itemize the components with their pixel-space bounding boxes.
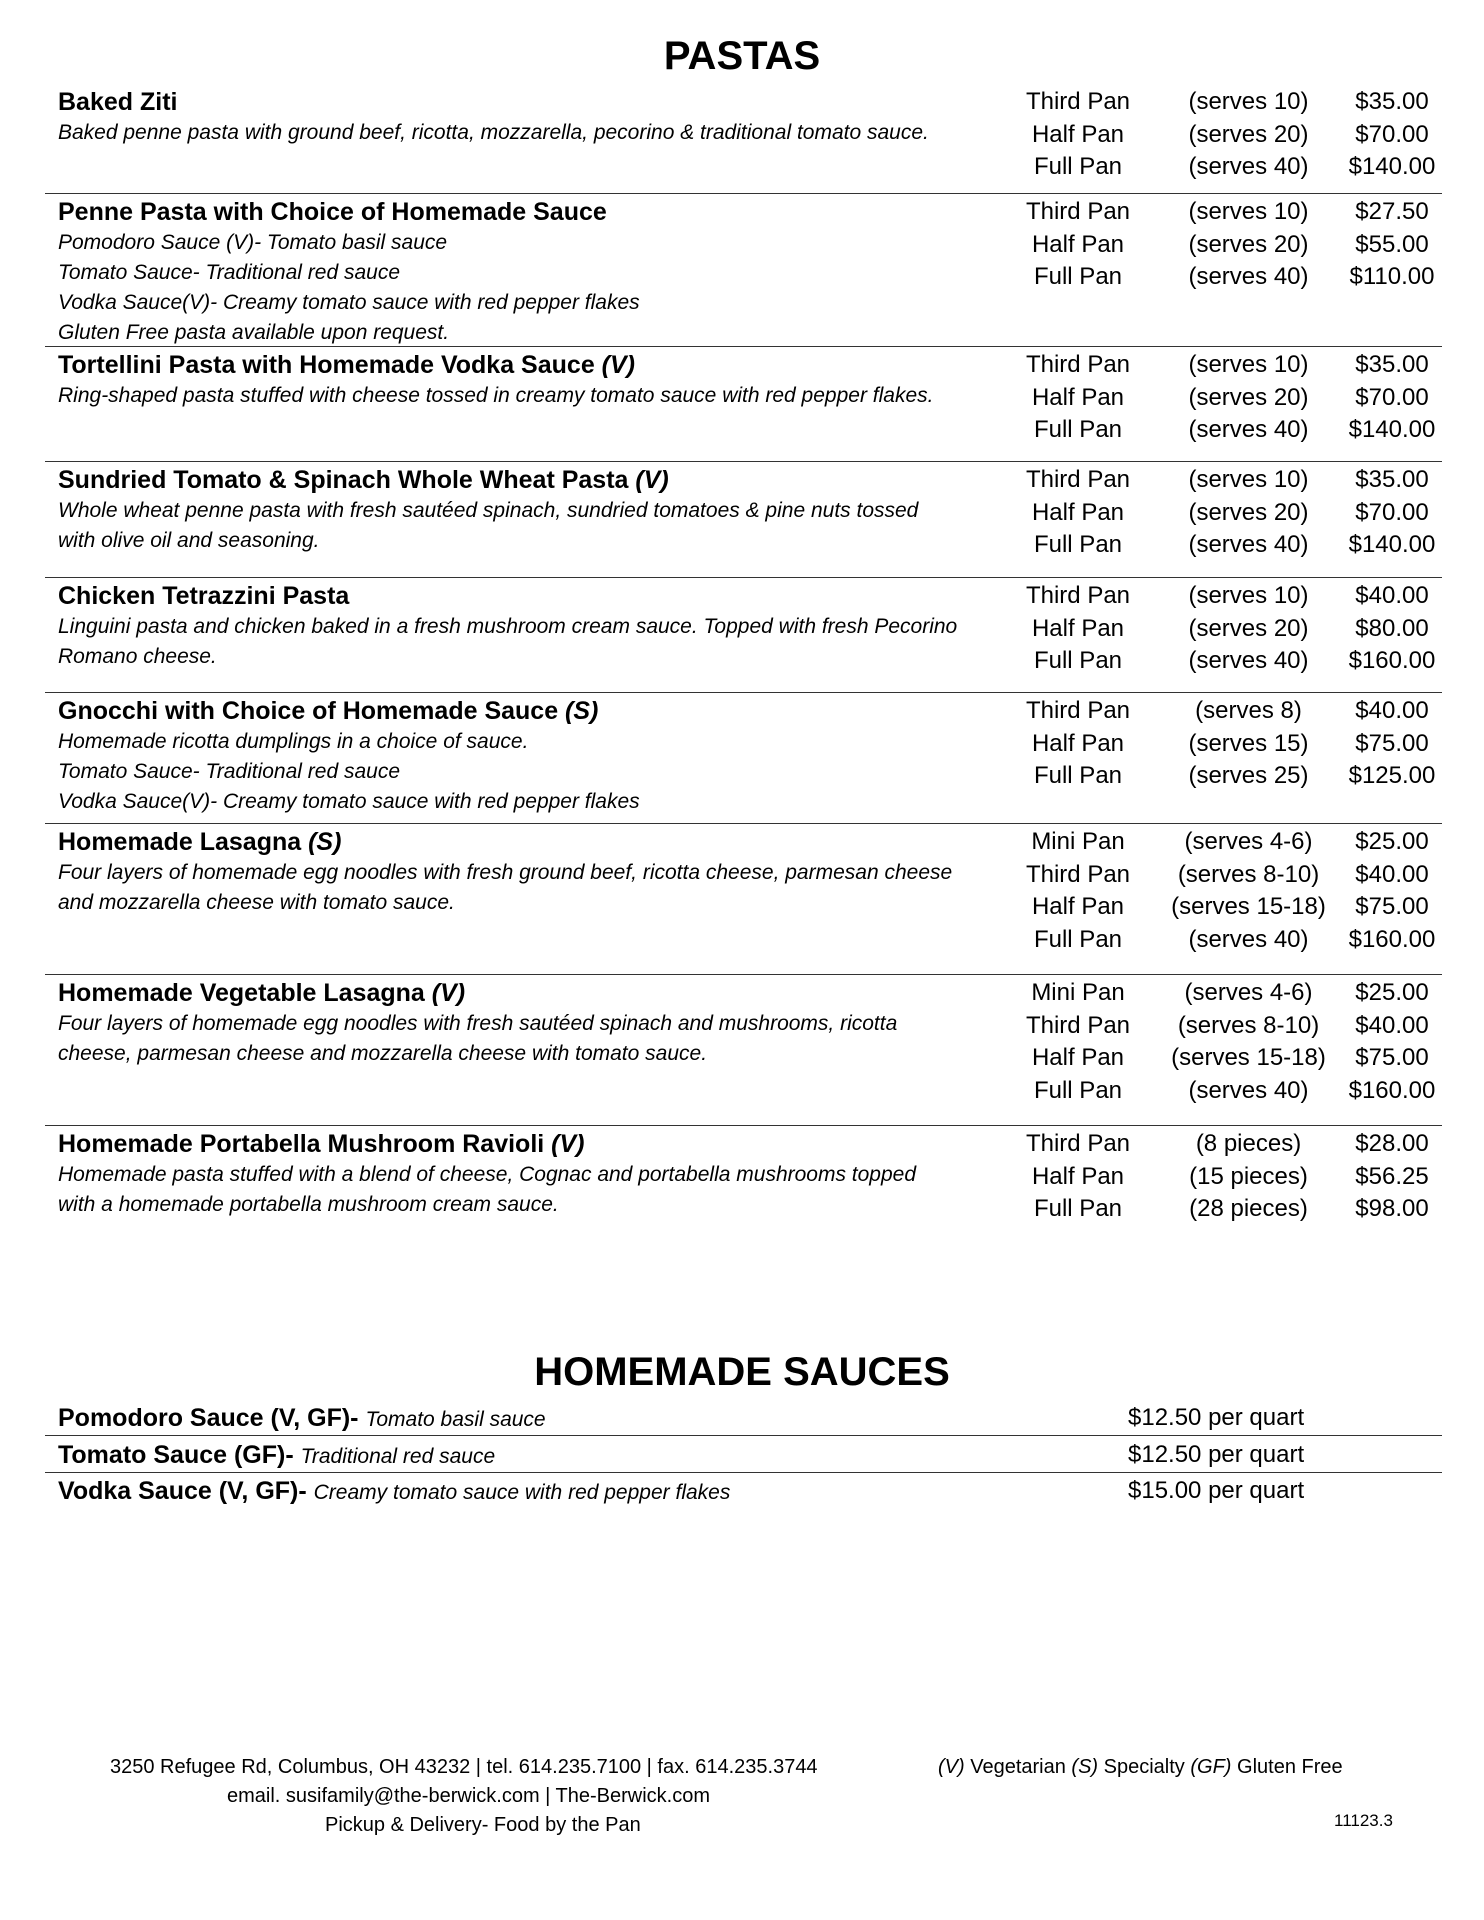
serving-count: (15 pieces) [1189, 1162, 1308, 1190]
pan-size: Full Pan [1033, 416, 1123, 443]
serving-count: (serves 40) [1188, 1076, 1309, 1104]
pasta-name [58, 1128, 998, 1160]
price-row [1018, 924, 1448, 957]
price-value: $160.00 [1348, 925, 1436, 953]
pasta-name-text: Tortellini Pasta with Homemade Vodka Sauce [58, 351, 602, 379]
pasta-description-line: Whole wheat penne pasta with fresh sautéed spinach, sundried tomatoes & pine nuts tossed [58, 499, 919, 522]
sauce-name-text: Vodka Sauce (V, GF)- [58, 1477, 314, 1505]
price-value: $70.00 [1355, 120, 1429, 148]
divider [45, 1125, 1442, 1126]
price-row [1018, 826, 1448, 859]
pan-size: Third Pan [1025, 582, 1131, 609]
pasta-info [58, 695, 998, 817]
price-value: $110.00 [1349, 263, 1435, 290]
price-row [1018, 196, 1448, 229]
price-row [1018, 151, 1448, 184]
price-row [1018, 229, 1448, 262]
serving-count: (serves 20) [1188, 614, 1309, 642]
price-row [1018, 529, 1448, 562]
pasta-info [58, 977, 998, 1069]
price-row [1018, 728, 1448, 761]
divider [45, 577, 1442, 578]
price-row [1018, 349, 1448, 382]
serving-count: (serves 40) [1188, 263, 1309, 290]
serving-count: (8 pieces) [1195, 1130, 1302, 1157]
serving-count: (serves 20) [1188, 230, 1309, 258]
pasta-name [58, 464, 998, 496]
pan-size: Full Pan [1033, 263, 1123, 290]
sauce-description: Creamy tomato sauce with red pepper flakes [313, 1481, 731, 1504]
sauce-price: $12.50 per quart [1128, 1441, 1305, 1468]
price-table [1018, 1128, 1448, 1226]
price-row [1018, 977, 1448, 1010]
pan-size: Third Pan [1025, 1130, 1131, 1157]
pasta-name-text: Homemade Vegetable Lasagna [58, 979, 432, 1007]
pasta-info [58, 580, 998, 672]
price-value: $55.00 [1355, 230, 1429, 258]
price-table [1018, 826, 1448, 956]
price-value: $25.00 [1355, 828, 1429, 855]
pan-size: Third Pan [1025, 1011, 1131, 1039]
price-row [1018, 760, 1448, 793]
serving-count: (serves 15-18) [1171, 1044, 1326, 1071]
pan-size: Full Pan [1033, 925, 1123, 953]
price-value: $70.00 [1355, 498, 1429, 526]
pasta-description-line: with olive oil and seasoning. [58, 529, 320, 552]
price-row [1018, 891, 1448, 924]
price-row [1018, 695, 1448, 728]
price-table [1018, 86, 1448, 184]
pastas-title: PASTAS [663, 34, 821, 78]
divider [45, 692, 1442, 693]
price-row [1018, 382, 1448, 415]
serving-count: (serves 4-6) [1184, 828, 1313, 855]
pasta-name-text: Sundried Tomato & Spinach Whole Wheat Pasta [58, 466, 636, 494]
price-row [1018, 464, 1448, 497]
price-value: $160.00 [1348, 1076, 1436, 1104]
serving-count: (serves 10) [1188, 198, 1309, 225]
divider [45, 974, 1442, 975]
pasta-name [58, 695, 998, 727]
pasta-tag: (S) [565, 697, 599, 725]
legend-v: (V) [938, 1756, 965, 1778]
pasta-info [58, 86, 998, 148]
pasta-tag: (V) [551, 1130, 585, 1158]
pasta-info [58, 826, 998, 918]
pasta-info [58, 349, 998, 411]
pan-size: Half Pan [1031, 729, 1125, 757]
serving-count: (serves 40) [1188, 925, 1309, 953]
divider [45, 1435, 1442, 1436]
footer-tagline: Pickup & Delivery- Food by the Pan [325, 1814, 641, 1836]
price-row [1018, 414, 1448, 447]
pasta-description-line: and mozzarella cheese with tomato sauce. [58, 891, 455, 914]
pasta-description-line: Tomato Sauce- Traditional red sauce [58, 261, 401, 284]
serving-count: (serves 4-6) [1184, 979, 1313, 1006]
price-table [1018, 695, 1448, 793]
divider [45, 461, 1442, 462]
pan-size: Half Pan [1031, 383, 1125, 411]
price-row [1018, 1161, 1448, 1194]
pasta-name-text: Chicken Tetrazzini Pasta [58, 582, 350, 610]
price-value: $80.00 [1355, 614, 1429, 642]
price-row [1018, 86, 1448, 119]
pan-size: Half Pan [1031, 498, 1125, 526]
pasta-tag: (V) [635, 466, 669, 494]
pasta-description-line: Four layers of homemade egg noodles with fresh ground beef, ricotta cheese, parmesan cheese [58, 861, 953, 884]
pasta-description-line: Vodka Sauce(V)- Creamy tomato sauce with red pepper flakes [58, 790, 640, 813]
pasta-description-line: Four layers of homemade egg noodles with fresh sautéed spinach and mushrooms, ricotta [58, 1012, 898, 1035]
price-value: $75.00 [1355, 729, 1429, 757]
pan-size: Half Pan [1031, 1044, 1125, 1071]
price-value: $40.00 [1355, 697, 1429, 724]
price-value: $40.00 [1355, 1011, 1429, 1039]
divider [45, 823, 1442, 824]
legend-s-label: Specialty [1098, 1756, 1191, 1778]
price-row [1018, 1128, 1448, 1161]
price-table [1018, 349, 1448, 447]
pasta-tag: (S) [308, 828, 342, 856]
pan-size: Half Pan [1031, 614, 1125, 642]
serving-count: (serves 15-18) [1171, 893, 1326, 920]
menu-code: 11123.3 [1334, 1811, 1393, 1830]
pasta-description-line: with a homemade portabella mushroom cream sauce. [58, 1193, 559, 1216]
price-row [1018, 1010, 1448, 1043]
pasta-description-line: Tomato Sauce- Traditional red sauce [58, 760, 401, 783]
price-value: $35.00 [1355, 466, 1429, 493]
price-value: $140.00 [1348, 153, 1436, 180]
price-value: $98.00 [1355, 1195, 1429, 1222]
footer-email: email. susifamily@the-berwick.com | The-Berwick.com [227, 1785, 711, 1807]
legend-s: (S) [1071, 1756, 1099, 1778]
serving-count: (serves 15) [1188, 729, 1309, 757]
sauce-price: $12.50 per quart [1128, 1404, 1305, 1431]
price-value: $140.00 [1348, 531, 1436, 558]
price-value: $35.00 [1355, 88, 1429, 115]
price-value: $27.50 [1355, 198, 1429, 225]
pan-size: Half Pan [1031, 1162, 1125, 1190]
serving-count: (serves 8-10) [1177, 1011, 1320, 1039]
serving-count: (serves 40) [1188, 647, 1309, 674]
pan-size: Half Pan [1031, 893, 1125, 920]
price-value: $25.00 [1355, 979, 1429, 1006]
price-row [1018, 1042, 1448, 1075]
serving-count: (serves 40) [1188, 416, 1309, 443]
sauce-name-text: Pomodoro Sauce (V, GF)- [58, 1404, 366, 1432]
divider [45, 1472, 1442, 1473]
serving-count: (serves 20) [1188, 383, 1309, 411]
serving-count: (serves 20) [1188, 120, 1309, 148]
serving-count: (serves 20) [1188, 498, 1309, 526]
price-value: $75.00 [1355, 893, 1429, 920]
pasta-info [58, 196, 998, 348]
price-table [1018, 580, 1448, 678]
serving-count: (serves 40) [1188, 531, 1309, 558]
price-table [1018, 196, 1448, 294]
pasta-name [58, 826, 998, 858]
pan-size: Full Pan [1033, 1076, 1123, 1104]
pasta-name-text: Penne Pasta with Choice of Homemade Sauce [58, 198, 607, 226]
pasta-name-text: Gnocchi with Choice of Homemade Sauce [58, 697, 566, 725]
pan-size: Half Pan [1031, 120, 1125, 148]
pasta-description-line: Baked penne pasta with ground beef, ricotta, mozzarella, pecorino & traditional tomato sauce. [58, 121, 929, 144]
price-value: $35.00 [1355, 351, 1429, 378]
pan-size: Third Pan [1025, 198, 1131, 225]
price-table [1018, 464, 1448, 562]
price-row [1018, 261, 1448, 294]
price-row [1018, 580, 1448, 613]
sauce-description: Tomato basil sauce [365, 1408, 546, 1431]
pasta-name [58, 349, 998, 381]
pasta-info [58, 1128, 998, 1220]
dietary-legend [938, 1753, 1343, 1781]
pan-size: Third Pan [1025, 860, 1131, 888]
legend-v-label: Vegetarian [964, 1756, 1072, 1778]
price-row [1018, 1193, 1448, 1226]
divider [45, 193, 1442, 194]
price-value: $140.00 [1348, 416, 1436, 443]
sauce-price: $15.00 per quart [1128, 1477, 1305, 1504]
pasta-name [58, 580, 998, 612]
pan-size: Third Pan [1025, 697, 1131, 724]
pan-size: Full Pan [1033, 762, 1123, 789]
price-value: $28.00 [1355, 1130, 1429, 1157]
serving-count: (serves 8) [1195, 697, 1302, 724]
price-row [1018, 645, 1448, 678]
pan-size: Mini Pan [1031, 828, 1125, 855]
pasta-name-text: Homemade Lasagna [58, 828, 309, 856]
price-value: $160.00 [1348, 647, 1436, 674]
pasta-name [58, 977, 998, 1009]
sauce-description: Traditional red sauce [300, 1445, 496, 1468]
serving-count: (serves 10) [1188, 351, 1309, 378]
price-value: $56.25 [1355, 1162, 1429, 1190]
pasta-description-line: Homemade ricotta dumplings in a choice of sauce. [58, 730, 529, 753]
pan-size: Half Pan [1031, 230, 1125, 258]
sauce-item [58, 1400, 1440, 1436]
pan-size: Mini Pan [1031, 979, 1125, 1006]
pasta-info [58, 464, 998, 556]
pan-size: Full Pan [1033, 153, 1123, 180]
serving-count: (serves 10) [1188, 88, 1309, 115]
serving-count: (serves 8-10) [1177, 860, 1320, 888]
pan-size: Full Pan [1033, 531, 1123, 558]
sauces-title: HOMEMADE SAUCES [534, 1350, 950, 1394]
price-value: $40.00 [1355, 860, 1429, 888]
pasta-description-line: cheese, parmesan cheese and mozzarella cheese with tomato sauce. [58, 1042, 708, 1065]
footer-address: 3250 Refugee Rd, Columbus, OH 43232 | tel. 614.235.7100 | fax. 614.235.3744 [110, 1756, 818, 1778]
pasta-description-line: Ring-shaped pasta stuffed with cheese tossed in creamy tomato sauce with red pepper flakes. [58, 384, 934, 407]
legend-gf-label: Gluten Free [1231, 1756, 1343, 1778]
serving-count: (28 pieces) [1189, 1195, 1308, 1222]
pasta-description-line: Vodka Sauce(V)- Creamy tomato sauce with red pepper flakes [58, 291, 640, 314]
pasta-description-line: Romano cheese. [58, 645, 217, 668]
price-value: $75.00 [1355, 1044, 1429, 1071]
price-table [1018, 977, 1448, 1107]
pan-size: Full Pan [1033, 1195, 1123, 1222]
price-row [1018, 613, 1448, 646]
pan-size: Third Pan [1025, 351, 1131, 378]
sauce-item [58, 1473, 1440, 1509]
price-row [1018, 119, 1448, 152]
pasta-description-line: Pomodoro Sauce (V)- Tomato basil sauce [58, 231, 448, 254]
legend-gf: (GF) [1190, 1756, 1232, 1778]
pan-size: Full Pan [1033, 647, 1123, 674]
serving-count: (serves 40) [1188, 153, 1309, 180]
serving-count: (serves 25) [1188, 762, 1309, 789]
price-value: $70.00 [1355, 383, 1429, 411]
price-row [1018, 859, 1448, 892]
price-value: $40.00 [1355, 582, 1429, 609]
pasta-description-line: Gluten Free pasta available upon request. [58, 321, 450, 344]
pasta-tag: (V) [601, 351, 635, 379]
pasta-name [58, 196, 998, 228]
pasta-name [58, 86, 998, 118]
price-row [1018, 1075, 1448, 1108]
serving-count: (serves 10) [1188, 582, 1309, 609]
price-row [1018, 497, 1448, 530]
divider [45, 346, 1442, 347]
pan-size: Third Pan [1025, 466, 1131, 493]
pasta-description-line: Linguini pasta and chicken baked in a fresh mushroom cream sauce. Topped with fresh Pecorino [58, 615, 958, 638]
sauce-item [58, 1437, 1440, 1473]
pasta-name-text: Homemade Portabella Mushroom Ravioli [58, 1130, 552, 1158]
pasta-tag: (V) [431, 979, 466, 1007]
pan-size: Third Pan [1025, 88, 1131, 115]
pasta-description-line: Homemade pasta stuffed with a blend of cheese, Cognac and portabella mushrooms topped [58, 1163, 917, 1186]
pasta-name-text: Baked Ziti [58, 88, 178, 116]
serving-count: (serves 10) [1188, 466, 1309, 493]
sauce-name-text: Tomato Sauce (GF)- [58, 1441, 301, 1469]
price-value: $125.00 [1348, 762, 1436, 789]
